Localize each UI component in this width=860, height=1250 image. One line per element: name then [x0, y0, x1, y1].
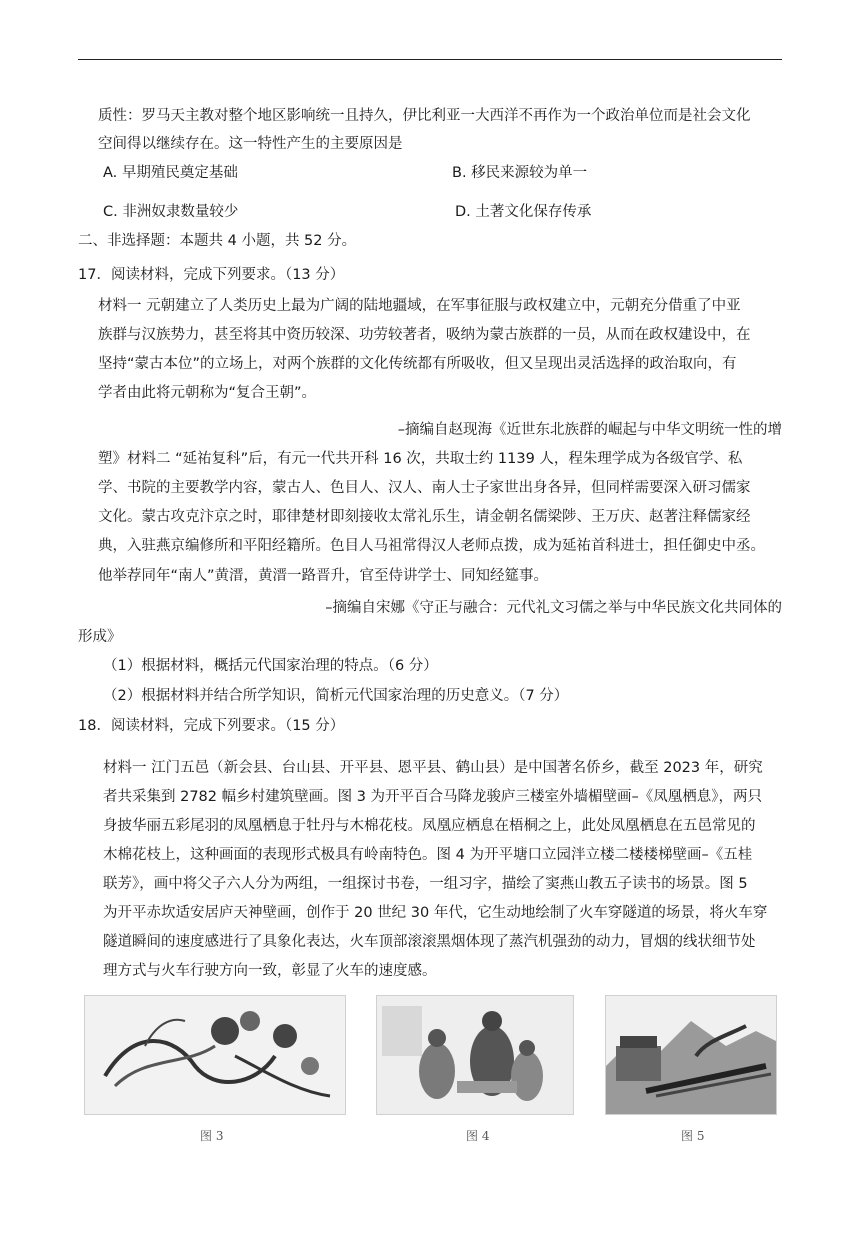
figure-3-image: [84, 995, 346, 1115]
q17-source2: –摘编自宋娜《守正与融合：元代礼文习儒之举与中华民族文化共同体的: [325, 600, 782, 616]
q18-material1-line: 隧道瞬间的速度感进行了具象化表达，火车顶部滚滚黑烟体现了蒸汽机强劲的动力，冒烟的线状细节处: [103, 934, 756, 950]
q17-material1-line: 族群与汉族势力，甚至将其中资历较深、功劳较著者，吸纳为蒙古族群的一员，从而在政权建设中，在: [98, 327, 751, 343]
q17-material2-line: 文化。蒙古攻克汴京之时，耶律楚材即刻接收太常礼乐生，请金朝名儒梁陟、王万庆、赵著注释儒家经: [98, 509, 751, 525]
q17-source2-cont: 形成》: [78, 629, 122, 645]
q18-material1-line: 材料一 江门五邑（新会县、台山县、开平县、恩平县、鹤山县）是中国著名侨乡，截至 2023 年，研究: [103, 760, 763, 776]
header-rule: [78, 59, 782, 60]
q17-material2-line: 他举荐同年“南人”黄溍，黄溍一路晋升，官至侍讲学士、同知经筵事。: [98, 568, 549, 584]
q17-subquestion-1: （1）根据材料，概括元代国家治理的特点。（6 分）: [103, 658, 438, 674]
q18-title: 18．阅读材料，完成下列要求。（15 分）: [78, 718, 345, 734]
q18-material1-line: 木棉花枝上，这种画面的表现形式极具有岭南特色。图 4 为开平塘口立园泮立楼二楼楼梯壁画–《五桂: [103, 847, 753, 863]
q18-material1-line: 者共采集到 2782 幅乡村建筑壁画。图 3 为开平百合马降龙骏庐三楼室外墙楣壁画–《凤凰栖息》，两只: [103, 789, 763, 805]
q16-stem-line: 质性：罗马天主教对整个地区影响统一且持久，伊比利亚一大西洋不再作为一个政治单位而是社会文化: [98, 108, 751, 124]
q17-material2-line: 塑》材料二 “延祐复科”后，有元一代共开科 16 次，共取士约 1139 人，程朱理学成为各级官学、私: [98, 451, 743, 467]
q17-subquestion-2: （2）根据材料并结合所学知识，简析元代国家治理的历史意义。（7 分）: [103, 688, 569, 704]
q17-source1: –摘编自赵现海《近世东北族群的崛起与中华文明统一性的增: [397, 422, 782, 438]
figure-5-caption: 图 5: [681, 1129, 705, 1143]
q18-material1-line: 理方式与火车行驶方向一致，彰显了火车的速度感。: [103, 963, 437, 979]
q16-option-b: B. 移民来源较为单一: [452, 165, 588, 181]
q18-material1-line: 身披华丽五彩尾羽的凤凰栖息于牡丹与木棉花枝。凤凰应栖息在梧桐之上，此处凤凰栖息在五邑常见的: [103, 818, 756, 834]
figure-row: [78, 995, 782, 1145]
q17-material1-line: 学者由此将元朝称为“复合王朝”。: [98, 385, 317, 401]
q16-option-c: C. 非洲奴隶数量较少: [103, 204, 239, 220]
figure-3-caption: 图 3: [200, 1129, 224, 1143]
q16-stem-line: 空间得以继续存在。这一特性产生的主要原因是: [98, 136, 403, 152]
q18-material1-line: 为开平赤坎适安居庐天神壁画，创作于 20 世纪 30 年代，它生动地绘制了火车穿隧道的场景，将火车穿: [103, 905, 768, 921]
q16-option-a: A. 早期殖民奠定基础: [103, 165, 238, 181]
q17-title: 17．阅读材料，完成下列要求。（13 分）: [78, 267, 345, 283]
figure-5-image: [605, 995, 777, 1115]
section-title: 二、非选择题：本题共 4 小题，共 52 分。: [78, 233, 357, 249]
figure-4-image: [376, 995, 574, 1115]
figure-4-caption: 图 4: [466, 1129, 490, 1143]
q17-material1-line: 材料一 元朝建立了人类历史上最为广阔的陆地疆域，在军事征服与政权建立中，元朝充分借重了中亚: [98, 298, 741, 314]
q18-material1-line: 联芳》，画中将父子六人分为两组，一组探讨书卷，一组习字，描绘了窦燕山教五子读书的场景。图 5: [103, 876, 748, 892]
q17-material2-line: 学、书院的主要教学内容，蒙古人、色目人、汉人、南人士子家世出身各异，但同样需要深入研习儒家: [98, 480, 751, 496]
q17-material2-line: 典，入驻燕京编修所和平阳经籍所。色目人马祖常得汉人老师点拨，成为延祐首科进士，担任御史中丞。: [98, 538, 765, 554]
q17-material1-line: 坚持“蒙古本位”的立场上，对两个族群的文化传统都有所吸收，但又呈现出灵活选择的政治取向，有: [98, 356, 737, 372]
q16-option-d: D. 土著文化保存传承: [455, 204, 592, 220]
